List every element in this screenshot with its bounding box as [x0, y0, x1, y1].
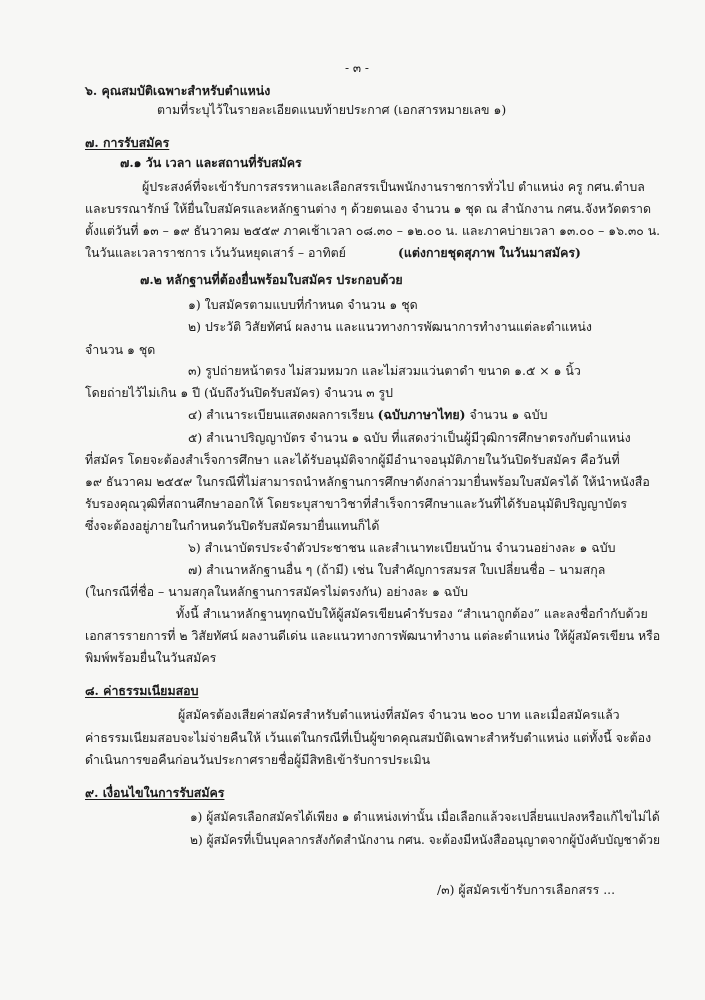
- condition-item-2: ๒) ผู้สมัครที่เป็นบุคลากรสังกัดสำนักงาน กศน. จะต้องมีหนังสืออนุญาตจากผู้บังคับบัญชาด้วย: [190, 832, 661, 847]
- section-9-heading: ๙. เงื่อนไขในการรับสมัคร: [85, 785, 225, 800]
- note-line: ทั้งนี้ สำเนาหลักฐานทุกฉบับให้ผู้สมัครเขียนคำรับรอง “สำเนาถูกต้อง” และลงชื่อกำกับด้วย: [176, 606, 648, 621]
- page-number: - ๓ -: [345, 61, 369, 75]
- doc-item-5-cont: ที่สมัคร โดยจะต้องสำเร็จการศึกษา และได้รับอนุมัติจากผู้มีอำนาจอนุมัติภายในวันปิดรับสมัคร คือวันที่: [85, 452, 620, 467]
- section-8-line: ดำเนินการขอคืนก่อนวันประกาศรายชื่อผู้มีสิทธิเข้ารับการประเมิน: [85, 752, 431, 767]
- section-8-heading: ๘. ค่าธรรมเนียมสอบ: [85, 683, 199, 698]
- note-line: เอกสารรายการที่ ๒ วิสัยทัศน์ ผลงานดีเด่น และแนวทางการพัฒนาทำงาน แต่ละตำแหน่ง ให้ผู้สมัครเขียน หรือ: [85, 628, 661, 643]
- doc-item-5: ๕) สำเนาปริญญาบัตร จำนวน ๑ ฉบับ ที่แสดงว่าเป็นผู้มีวุฒิการศึกษาตรงกับตำแหน่ง: [188, 430, 631, 445]
- doc-item-4-count: จำนวน ๑ ฉบับ: [469, 407, 548, 422]
- section-7-1-line: และบรรณารักษ์ ให้ยื่นใบสมัครและหลักฐานต่าง ๆ ด้วยตนเอง จำนวน ๑ ชุด ณ สำนักงาน กศน.จังหวัดตราด: [85, 201, 652, 216]
- section-7-2-heading: ๗.๒ หลักฐานที่ต้องยื่นพร้อมใบสมัคร ประกอบด้วย: [140, 272, 403, 287]
- doc-item-2-cont: จำนวน ๑ ชุด: [85, 342, 156, 357]
- doc-item-3: ๓) รูปถ่ายหน้าตรง ไม่สวมหมวก และไม่สวมแว่นตาดำ ขนาด ๑.๕ × ๑ นิ้ว: [188, 363, 581, 378]
- doc-item-1: ๑) ใบสมัครตามแบบที่กำหนด จำนวน ๑ ชุด: [188, 297, 418, 312]
- section-7-1-line: ผู้ประสงค์ที่จะเข้ารับการสรรหาและเลือกสรรเป็นพนักงานราชการทั่วไป ตำแหน่ง ครู กศน.ตำบล: [142, 179, 645, 194]
- doc-item-7-cont: (ในกรณีที่ชื่อ – นามสกุลในหลักฐานการสมัครไม่ตรงกัน) อย่างละ ๑ ฉบับ: [85, 584, 468, 599]
- doc-item-4-text: ๔) สำเนาระเบียนแสดงผลการเรียน: [188, 407, 374, 422]
- doc-item-4-bold: (ฉบับภาษาไทย): [377, 407, 466, 422]
- section-7-heading: ๗. การรับสมัคร: [85, 135, 170, 150]
- doc-item-5-cont: ๑๙ ธันวาคม ๒๕๕๙ ในกรณีที่ไม่สามารถนำหลักฐานการศึกษาดังกล่าวมายื่นพร้อมใบสมัครได้ ให้นำหนังสือ: [85, 474, 650, 489]
- section-8-line: ผู้สมัครต้องเสียค่าสมัครสำหรับตำแหน่งที่สมัคร จำนวน ๒๐๐ บาท และเมื่อสมัครแล้ว: [178, 707, 620, 722]
- section-8-line: ค่าธรรมเนียมสอบจะไม่จ่ายคืนให้ เว้นแต่ในกรณีที่เป็นผู้ขาดคุณสมบัติเฉพาะสำหรับตำแหน่ง แต่ทั้งนี้ จะต้อง: [85, 730, 652, 745]
- section-7-1-line: ในวันและเวลาราชการ เว้นวันหยุดเสาร์ – อาทิตย์: [85, 245, 346, 260]
- doc-item-4: [188, 409, 547, 421]
- section-6-heading: ๖. คุณสมบัติเฉพาะสำหรับตำแหน่ง: [85, 83, 271, 98]
- doc-item-5-cont: รับรองคุณวุฒิที่สถานศึกษาออกให้ โดยระบุสาขาวิชาที่สำเร็จการศึกษาและวันที่ได้รับอนุมัติปริญญาบัตร: [85, 496, 628, 511]
- doc-item-7: ๗) สำเนาหลักฐานอื่น ๆ (ถ้ามี) เช่น ใบสำคัญการสมรส ใบเปลี่ยนชื่อ – นามสกุล: [188, 562, 606, 577]
- note-line: พิมพ์พร้อมยื่นในวันสมัคร: [85, 650, 217, 665]
- section-7-1-line: ตั้งแต่วันที่ ๑๓ – ๑๙ ธันวาคม ๒๕๕๙ ภาคเช้าเวลา ๐๘.๓๐ – ๑๒.๐๐ น. และภาคบ่ายเวลา ๑๓.๐๐ – ๑๖.๓๐ น.: [85, 223, 661, 238]
- dress-note: (แต่งกายชุดสุภาพ ในวันมาสมัคร): [398, 245, 581, 260]
- doc-item-2: ๒) ประวัติ วิสัยทัศน์ ผลงาน และแนวทางการพัฒนาการทำงานแต่ละตำแหน่ง: [188, 319, 592, 334]
- section-7-1-heading: ๗.๑ วัน เวลา และสถานที่รับสมัคร: [120, 155, 302, 170]
- condition-item-1: ๑) ผู้สมัครเลือกสมัครได้เพียง ๑ ตำแหน่งเท่านั้น เมื่อเลือกแล้วจะเปลี่ยนแปลงหรือแก้ไขไม่ได้: [190, 809, 660, 824]
- doc-item-3-cont: โดยถ่ายไว้ไม่เกิน ๑ ปี (นับถึงวันปิดรับสมัคร) จำนวน ๓ รูป: [85, 385, 394, 400]
- doc-item-5-cont: ซึ่งจะต้องอยู่ภายในกำหนดวันปิดรับสมัครมายื่นแทนก็ได้: [85, 518, 380, 533]
- continuation-note: /๓) ผู้สมัครเข้ารับการเลือกสรร ...: [437, 882, 616, 897]
- section-6-body: ตามที่ระบุไว้ในรายละเอียดแนบท้ายประกาศ (เอกสารหมายเลข ๑): [157, 102, 507, 117]
- doc-item-6: ๖) สำเนาบัตรประจำตัวประชาชน และสำเนาทะเบียนบ้าน จำนวนอย่างละ ๑ ฉบับ: [188, 540, 616, 555]
